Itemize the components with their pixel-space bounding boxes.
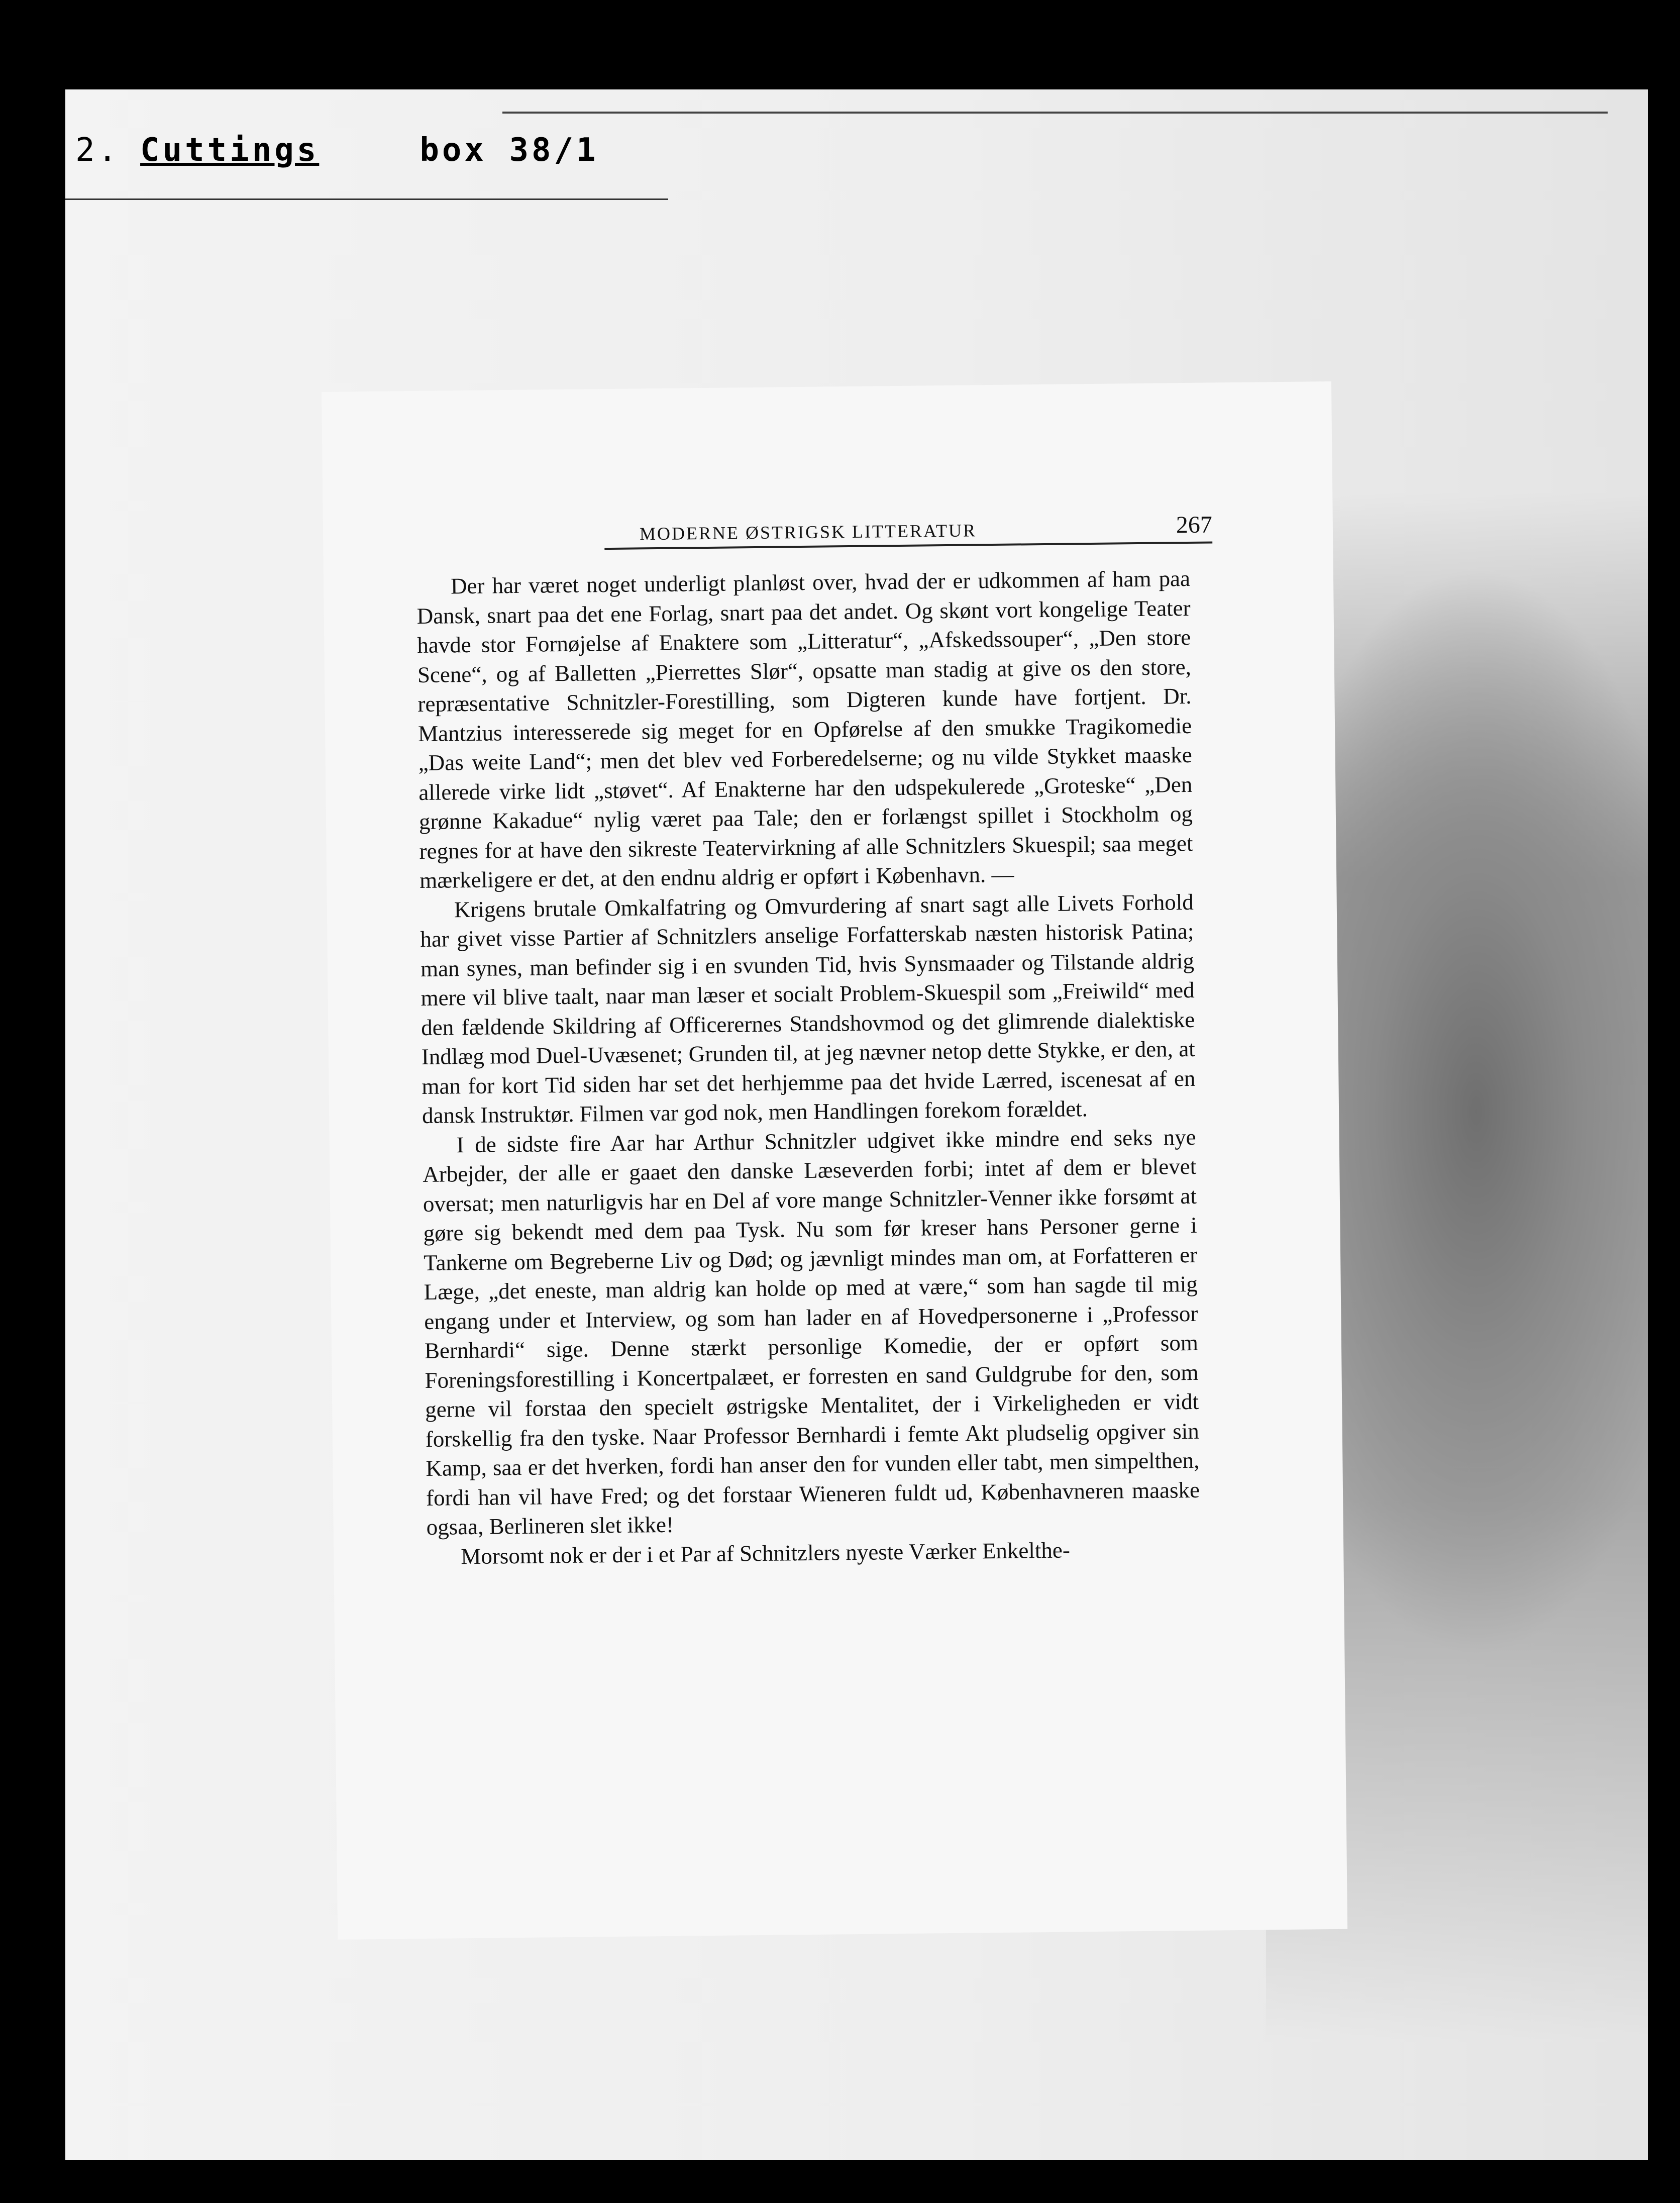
- article-body: [416, 564, 1201, 1571]
- clipping-page: [322, 381, 1347, 1940]
- paragraph-4: Morsomt nok er der i et Par af Schnitzlers nyeste Værker Enkelthe-: [461, 1537, 1071, 1569]
- running-head: [604, 511, 1213, 550]
- label-underline-rule: [65, 198, 668, 200]
- label-box-number: box 38/1: [419, 132, 599, 169]
- paragraph-1: Der har været noget underligt planløst over, hvad der er udkommen af ham paa Dansk, snart paa det ene Forlag, snart paa det andet. Og skønt vort kongelige Teater havde stor Fornøjelse af Enaktere som „Litteratur“, „Afskedssouper“, „Den store Scene“, og af Balletten „Pierrettes Slør“, opsatte man stadig at give os den store, repræsentative Schnitzler-Forestilling, som Digteren kunde have fortjent. Dr. Mantzius interesserede sig meget for en Opførelse af den smukke Tragikomedie „Das weite Land“; men det blev ved Forberedelserne; og nu vilde Stykket maaske allerede virke lidt „støvet“. Af Enakterne har den udspekulerede „Groteske“ „Den grønne Kakadue“ nylig været paa Tale; den er forlængst spillet i Stockholm og regnes for at have den sikreste Teatervirkning af alle Schnitzlers Skuespil; saa meget mærkeligere er det, at den endnu aldrig er opført i København. —: [416, 565, 1193, 893]
- label-category: Cuttings: [140, 132, 320, 169]
- running-head-title: MODERNE ØSTRIGSK LITTERATUR: [639, 520, 977, 544]
- mount-top-rule: [502, 112, 1608, 114]
- page-number: 267: [1176, 511, 1213, 539]
- label-number: 2.: [75, 132, 121, 169]
- paragraph-2: Krigens brutale Omkalfatring og Omvurdering af snart sagt alle Livets Forhold har givet visse Partier af Schnitzlers anselige Forfatterskab næsten historisk Patina; man synes, man befinder sig i en svunden Tid, hvis Synsmaader og Tilstande aldrig mere vil blive taalt, naar man læser et socialt Problem-Skuespil som „Freiwild“ med den fældende Skildring af Officerernes Standshovmod og det glimrende dialektiske Indlæg mod Duel-Uvæsenet; Grunden til, at jeg nævner netop dette Stykke, er den, at man for kort Tid siden har set det herhjemme paa det hvide Lærred, iscenesat af en dansk Instruktør. Filmen var god nok, men Handlingen forekom forældet.: [420, 889, 1196, 1128]
- archive-label: [75, 132, 599, 169]
- paragraph-3: I de sidste fire Aar har Arthur Schnitzler udgivet ikke mindre end seks nye Arbejder, der alle er gaaet den danske Læseverden forbi; intet af dem er blevet oversat; men naturligvis har en Del af vore mange Schnitzler-Venner ikke forsømt at gøre sig bekendt med dem paa Tysk. Nu som før kreser hans Personer gerne i Tankerne om Begreberne Liv og Død; og jævnligt mindes man om, at Forfatteren er Læge, „det eneste, man aldrig kan holde op med at være,“ som han sagde til mig engang under et Interview, og som han lader en af Hovedpersonerne i „Professor Bernhardi“ sige. Denne stærkt personlige Komedie, der er opført som Foreningsforestilling i Koncertpalæet, er forresten en sand Guldgrube for den, som gerne vil forstaa den specielt østrigske Mentalitet, der i Virkeligheden er vidt forskellig fra den tyske. Naar Professor Bernhardi i femte Akt pludselig opgiver sin Kamp, saa er det hverken, fordi han anser den for vunden eller tabt, men simpelthen, fordi han vil have Fred; og det forstaar Wieneren fuldt ud, Københavneren maaske ogsaa, Berlineren slet ikke!: [423, 1124, 1200, 1540]
